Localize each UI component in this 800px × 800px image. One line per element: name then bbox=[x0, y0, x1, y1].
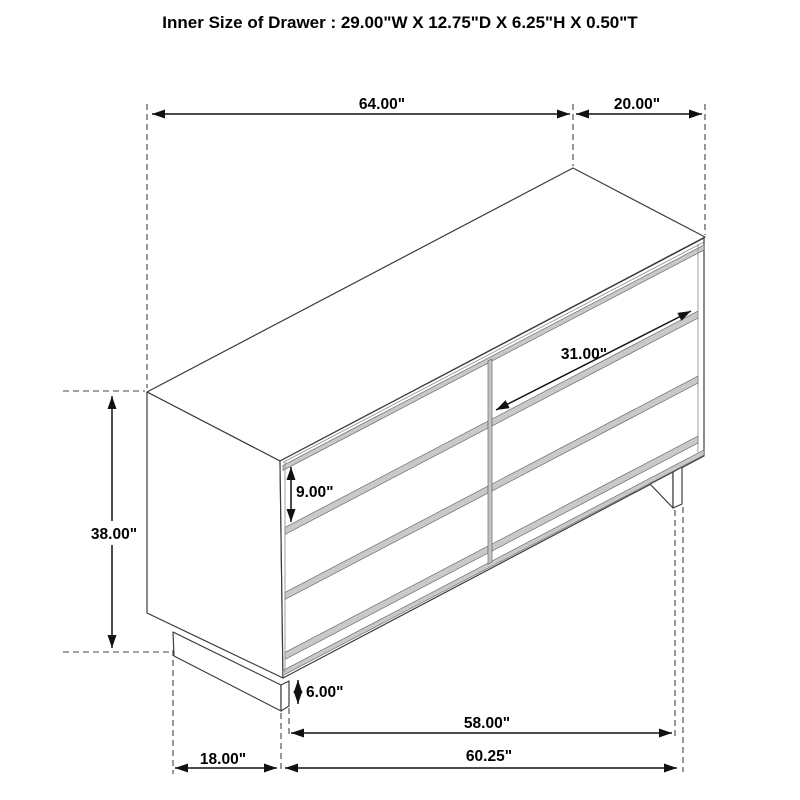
base-plinth-front-face bbox=[281, 681, 289, 711]
arrowhead bbox=[659, 729, 672, 738]
arrowhead bbox=[108, 635, 117, 648]
diagram-title: Inner Size of Drawer : 29.00"W X 12.75"D X 6.25"H X 0.50"T bbox=[162, 13, 638, 32]
dim-label-top-width: 64.00" bbox=[358, 96, 406, 113]
center-divider bbox=[488, 359, 492, 564]
dim-label-drawer-width: 31.00" bbox=[560, 346, 608, 363]
arrowhead bbox=[576, 110, 589, 119]
dim-label-base-height: 6.00" bbox=[306, 684, 344, 701]
arrowhead bbox=[285, 764, 298, 773]
dim-label-top-depth: 20.00" bbox=[613, 96, 661, 113]
right-leg-front-face bbox=[673, 467, 682, 508]
dim-label-overall-height: 38.00" bbox=[90, 526, 138, 543]
arrowhead bbox=[152, 110, 165, 119]
arrowhead bbox=[689, 110, 702, 119]
arrowhead bbox=[664, 764, 677, 773]
arrowhead bbox=[108, 396, 117, 409]
dim-label-base-side-depth: 18.00" bbox=[199, 751, 247, 768]
dim-label-base-total-width: 60.25" bbox=[465, 748, 513, 765]
dim-label-base-front-width: 58.00" bbox=[463, 715, 511, 732]
dim-label-drawer-front-height: 9.00" bbox=[296, 484, 334, 501]
arrowhead bbox=[264, 764, 277, 773]
dresser-drawing bbox=[147, 168, 705, 711]
arrowhead bbox=[175, 764, 188, 773]
arrowhead bbox=[291, 729, 304, 738]
arrowhead bbox=[557, 110, 570, 119]
arrowhead bbox=[294, 691, 303, 704]
